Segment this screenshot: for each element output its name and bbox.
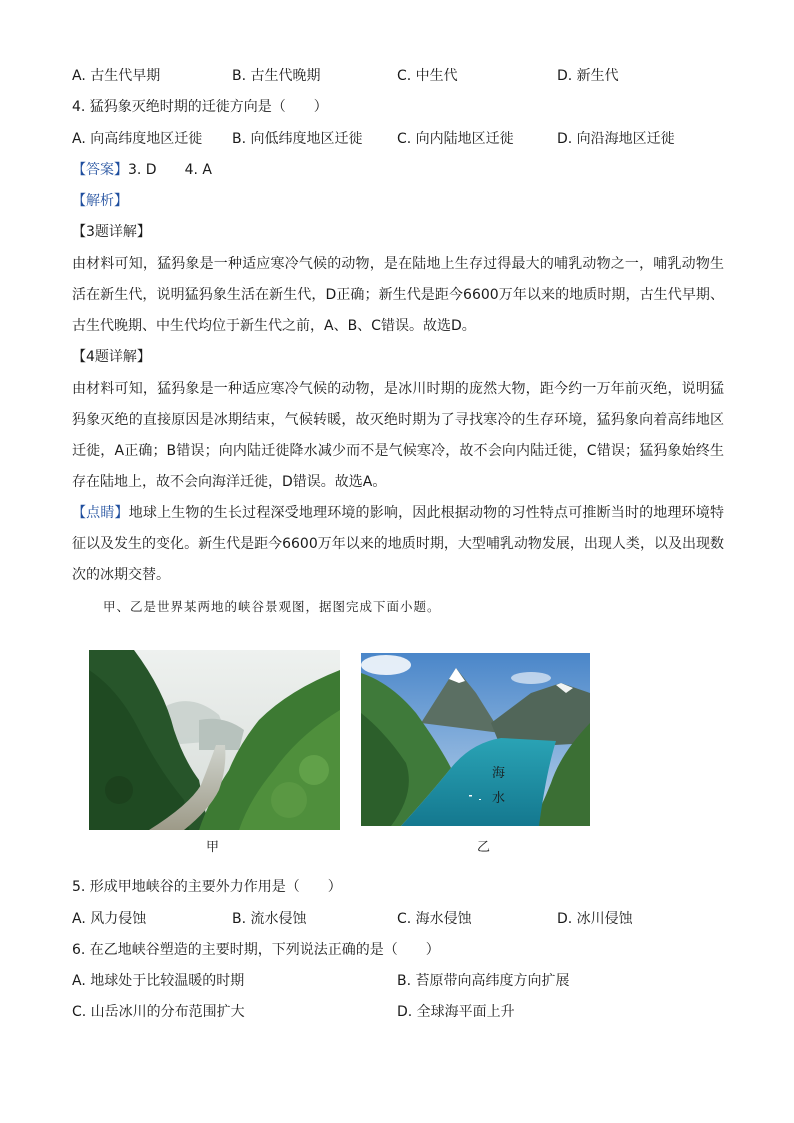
q6-option-d: D. 全球海平面上升 <box>397 1004 515 1020</box>
q5-options <box>72 909 732 929</box>
q3-option-b: B. 古生代晚期 <box>232 68 321 84</box>
q4-option-c: C. 向内陆地区迁徙 <box>397 131 514 147</box>
remark-paragraph <box>72 498 724 591</box>
q6-option-a: A. 地球处于比较温暖的时期 <box>72 973 245 989</box>
photo-jia-caption: 甲 <box>206 840 220 855</box>
q6-stem: 6. 在乙地峡谷塑造的主要时期，下列说法正确的是（ ） <box>72 942 440 958</box>
q3-option-a: A. 古生代早期 <box>72 68 161 84</box>
q5-option-a: A. 风力侵蚀 <box>72 911 147 927</box>
q5-option-c: C. 海水侵蚀 <box>397 911 472 927</box>
detail3-text: 由材料可知，猛犸象是一种适应寒冷气候的动物，是在陆地上生存过得最大的哺乳动物之一，哺乳动物生活在新生代，说明猛犸象生活在新生代，D正确；新生代是距今6600万年以来的地质时期，古生代早期、古生代晚期、中生代均位于新生代之前，A、B、C错误。故选D。 <box>72 256 724 334</box>
detail4-text: 由材料可知，猛犸象是一种适应寒冷气候的动物，是冰川时期的庞然大物，距今约一万年前灭绝，说明猛犸象灭绝的直接原因是冰期结束，气候转暖，故灭绝时期为了寻找寒冷的生存环境，猛犸象向着高纬地区迁徙，A正确；B错误；向内陆迁徙降水减少而不是气候寒冷，故不会向内陆迁徙，C错误；猛犸象始终生存在陆地上，故不会向海洋迁徙，D错误。故选A。 <box>72 381 724 490</box>
q4-stem: 4. 猛犸象灭绝时期的迁徙方向是（ ） <box>72 99 328 115</box>
figure-intro: 甲、乙是世界某两地的峡谷景观图，据图完成下面小题。 <box>103 599 441 614</box>
answer-line <box>72 160 212 180</box>
remark-tag: 【点睛】 <box>72 505 129 521</box>
q3-option-d: D. 新生代 <box>557 68 619 84</box>
q5-option-d: D. 冰川侵蚀 <box>557 911 633 927</box>
q3-option-c: C. 中生代 <box>397 68 458 84</box>
detail4-tag: 【4题详解】 <box>72 349 151 365</box>
photo-yi-fjord <box>361 653 590 826</box>
q6-options-row2 <box>72 1002 732 1022</box>
q5-option-b: B. 流水侵蚀 <box>232 911 307 927</box>
fjord-illustration <box>361 653 590 826</box>
q6-options-row1 <box>72 971 732 991</box>
q5-stem: 5. 形成甲地峡谷的主要外力作用是（ ） <box>72 879 342 895</box>
q4-option-b: B. 向低纬度地区迁徙 <box>232 131 363 147</box>
photo-jia-river-gorge <box>89 650 340 830</box>
answer-text: 3. D 4. A <box>128 162 212 178</box>
photo-yi-caption: 乙 <box>477 840 491 855</box>
q4-options <box>72 129 732 149</box>
sea-label-top: 海 <box>492 766 506 781</box>
answer-tag: 【答案】 <box>72 162 128 178</box>
q4-option-d: D. 向沿海地区迁徙 <box>557 131 675 147</box>
q3-options <box>72 66 732 86</box>
detail3-tag: 【3题详解】 <box>72 224 151 240</box>
q4-option-a: A. 向高纬度地区迁徙 <box>72 131 203 147</box>
q6-option-c: C. 山岳冰川的分布范围扩大 <box>72 1004 245 1020</box>
remark-text: 地球上生物的生长过程深受地理环境的影响，因此根据动物的习性特点可推断当时的地理环境特征以及发生的变化。新生代是距今6600万年以来的地质时期，大型哺乳动物发展，出现人类，以及出现数次的冰期交替。 <box>72 505 725 583</box>
analysis-tag: 【解析】 <box>72 193 128 209</box>
q6-option-b: B. 苔原带向高纬度方向扩展 <box>397 973 570 989</box>
sea-label-bottom: 水 <box>492 791 506 806</box>
river-gorge-illustration <box>89 650 340 830</box>
